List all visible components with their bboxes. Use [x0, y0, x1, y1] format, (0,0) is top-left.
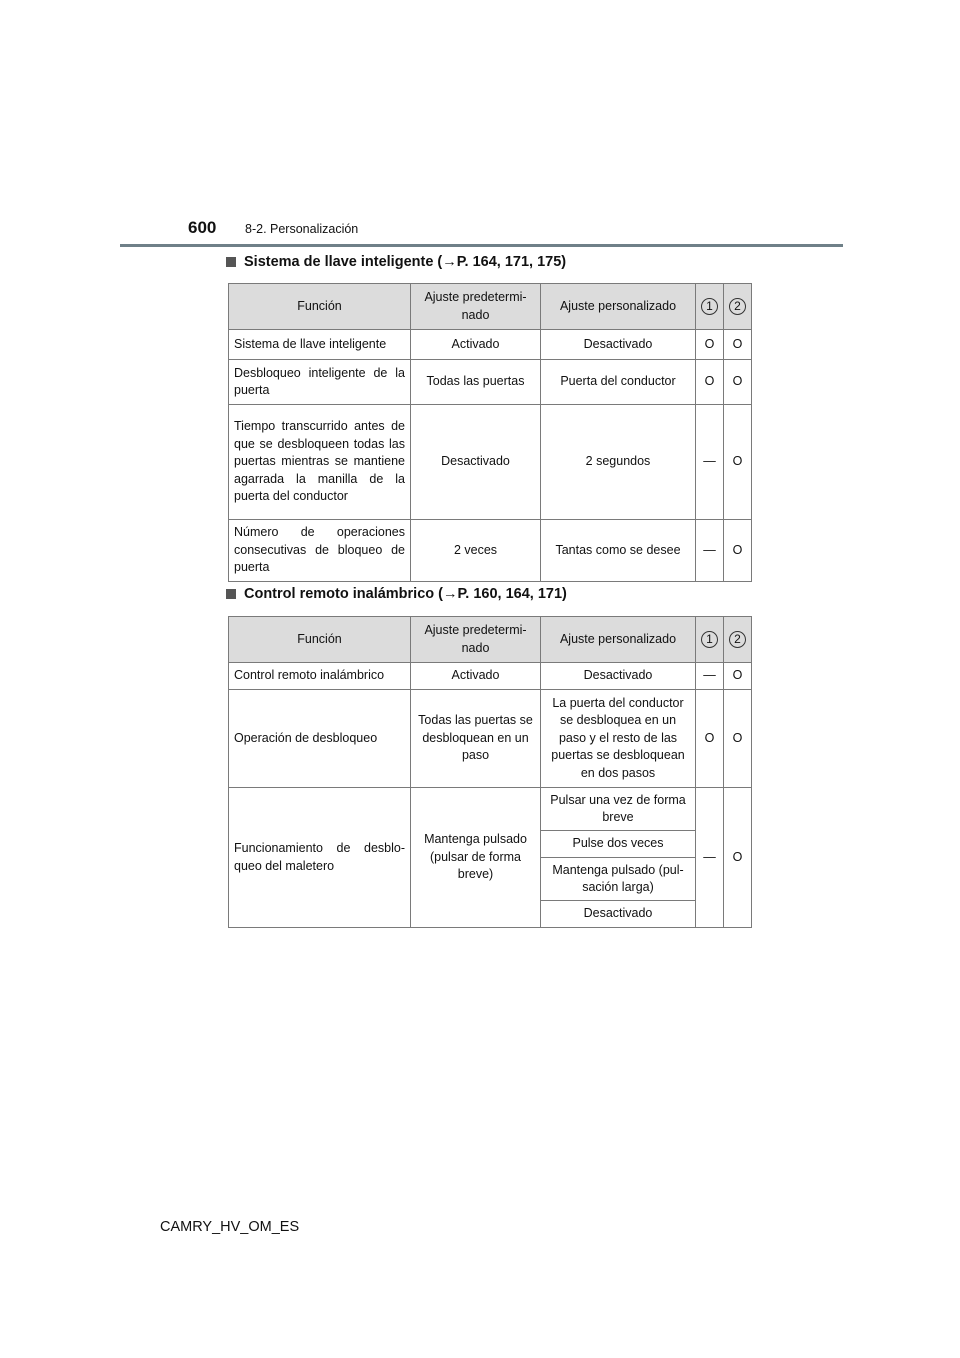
- cell-custom: La puerta del conductor se desbloquea en un paso y el resto de las puertas se desbloquean en dos pasos: [541, 690, 696, 788]
- cell-mark-1: O: [696, 690, 724, 788]
- cell-option: Pulsar una vez de forma breve: [541, 788, 696, 831]
- cell-function: Desbloqueo inteligente de la puerta: [229, 360, 411, 405]
- table-row: [229, 690, 752, 788]
- col-2: [724, 617, 752, 663]
- cell-mark-2: O: [724, 520, 752, 582]
- circled-2-icon: 2: [729, 298, 746, 315]
- cell-custom: Tantas como se desee: [541, 520, 696, 582]
- table-header-row: [229, 284, 752, 330]
- col-function: Función: [229, 284, 411, 330]
- cell-function: Operación de desbloqueo: [229, 690, 411, 788]
- cell-custom: Desactivado: [541, 663, 696, 690]
- square-bullet-icon: [226, 257, 236, 267]
- cell-mark-2: O: [724, 360, 752, 405]
- section-title-text: Control remoto inalámbrico (→P. 160, 164, 171): [244, 586, 567, 602]
- cell-default: Mantenga pulsado (pulsar de forma breve): [411, 788, 541, 928]
- document-code: CAMRY_HV_OM_ES: [160, 1219, 300, 1235]
- cell-mark-2: O: [724, 663, 752, 690]
- circled-2-icon: 2: [729, 631, 746, 648]
- table-row: [229, 663, 752, 690]
- cell-option: Desactivado: [541, 901, 696, 928]
- page-number: 600: [188, 218, 217, 237]
- cell-function: Tiempo transcurrido antes de que se desbloqueen todas las puertas mientras se mantiene agarrada la manilla de la puerta del conductor: [229, 405, 411, 520]
- section-title-remote: [226, 586, 567, 602]
- remote-control-table: [228, 616, 752, 928]
- cell-default: Activado: [411, 663, 541, 690]
- cell-mark-2: O: [724, 330, 752, 360]
- circled-1-icon: 1: [701, 298, 718, 315]
- smart-key-table: [228, 283, 752, 582]
- cell-custom: Puerta del conductor: [541, 360, 696, 405]
- circled-1-icon: 1: [701, 631, 718, 648]
- table-header-row: [229, 617, 752, 663]
- section-title-smart-key: [226, 254, 566, 270]
- col-2: [724, 284, 752, 330]
- cell-mark-2: O: [724, 405, 752, 520]
- cell-default: Desactivado: [411, 405, 541, 520]
- table-row: [229, 330, 752, 360]
- cell-default: 2 veces: [411, 520, 541, 582]
- square-bullet-icon: [226, 589, 236, 599]
- cell-custom: 2 segundos: [541, 405, 696, 520]
- cell-mark-1: —: [696, 520, 724, 582]
- table-row: [229, 405, 752, 520]
- cell-mark-1: O: [696, 330, 724, 360]
- section-title-text: Sistema de llave inteligente (→P. 164, 171, 175): [244, 254, 567, 270]
- cell-mark-1: —: [696, 788, 724, 928]
- table-row: [229, 520, 752, 582]
- chapter-title: 8-2. Personalización: [245, 222, 359, 236]
- col-function: Función: [229, 617, 411, 663]
- cell-function: Control remoto inalámbrico: [229, 663, 411, 690]
- cell-custom: Desactivado: [541, 330, 696, 360]
- col-default: Ajuste predetermi-nado: [411, 617, 541, 663]
- cell-mark-1: —: [696, 405, 724, 520]
- col-1: [696, 284, 724, 330]
- cell-default: Todas las puertas se desbloquean en un paso: [411, 690, 541, 788]
- table-row: [229, 788, 752, 831]
- cell-option: Mantenga pulsado (pul-sación larga): [541, 858, 696, 901]
- cell-mark-1: O: [696, 360, 724, 405]
- cell-function: Número de operaciones consecutivas de bloqueo de puerta: [229, 520, 411, 582]
- cell-default: Todas las puertas: [411, 360, 541, 405]
- cell-mark-2: O: [724, 690, 752, 788]
- col-custom: Ajuste personalizado: [541, 284, 696, 330]
- col-default: Ajuste predetermi-nado: [411, 284, 541, 330]
- cell-option: Pulse dos veces: [541, 831, 696, 858]
- cell-default: Activado: [411, 330, 541, 360]
- col-custom: Ajuste personalizado: [541, 617, 696, 663]
- cell-function: Funcionamiento de desblo-queo del maletero: [229, 788, 411, 928]
- cell-function: Sistema de llave inteligente: [229, 330, 411, 360]
- header-divider: [120, 244, 843, 247]
- cell-mark-2: O: [724, 788, 752, 928]
- cell-mark-1: —: [696, 663, 724, 690]
- table-row: [229, 360, 752, 405]
- col-1: [696, 617, 724, 663]
